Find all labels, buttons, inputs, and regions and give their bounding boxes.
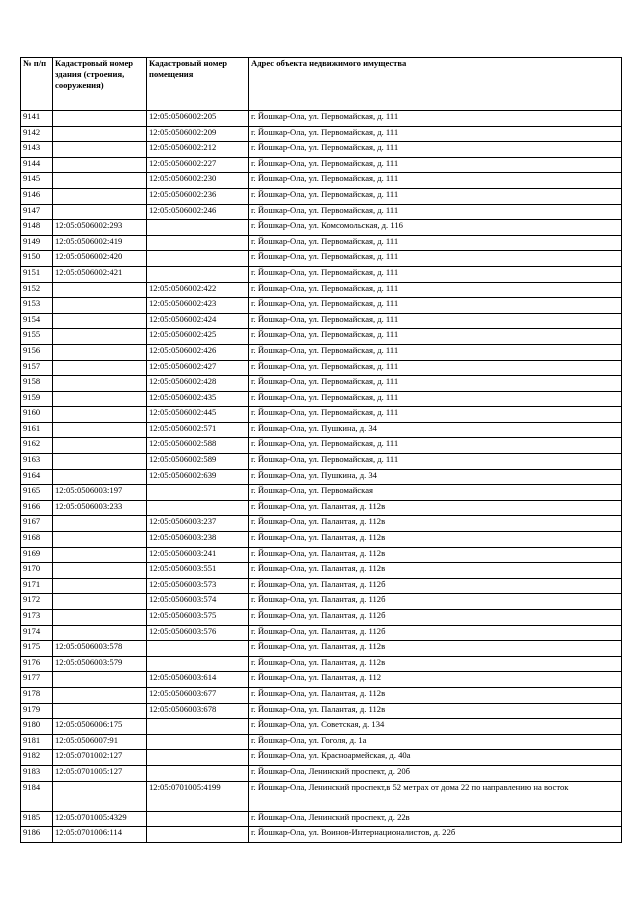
row-number-cell: 9145: [21, 173, 53, 189]
row-number-cell: 9154: [21, 313, 53, 329]
property-registry-table: [20, 57, 622, 843]
row-number-cell: 9157: [21, 360, 53, 376]
building-cadastral-cell: [53, 594, 147, 610]
address-cell: г. Йошкар-Ола, ул. Палантая, д. 112в: [249, 656, 622, 672]
address-cell: г. Йошкар-Ола, ул. Палантая, д. 112в: [249, 641, 622, 657]
row-number-cell: 9174: [21, 625, 53, 641]
header-premises-cadastral: Кадастровый номер помещения: [147, 58, 249, 111]
premises-cadastral-cell: 12:05:0506002:589: [147, 454, 249, 470]
table-row: [21, 687, 622, 703]
building-cadastral-cell: [53, 438, 147, 454]
table-row: [21, 157, 622, 173]
table-row: [21, 719, 622, 735]
table-row: [21, 298, 622, 314]
building-cadastral-cell: 12:05:0701005:4329: [53, 811, 147, 827]
premises-cadastral-cell: 12:05:0506002:246: [147, 204, 249, 220]
building-cadastral-cell: [53, 344, 147, 360]
address-cell: г. Йошкар-Ола, ул. Палантая, д. 112в: [249, 532, 622, 548]
table-header-row: [21, 58, 622, 111]
premises-cadastral-cell: 12:05:0506002:427: [147, 360, 249, 376]
premises-cadastral-cell: [147, 220, 249, 236]
row-number-cell: 9153: [21, 298, 53, 314]
premises-cadastral-cell: [147, 500, 249, 516]
building-cadastral-cell: [53, 313, 147, 329]
table-row: [21, 578, 622, 594]
premises-cadastral-cell: 12:05:0506003:576: [147, 625, 249, 641]
table-row: [21, 672, 622, 688]
premises-cadastral-cell: 12:05:0506002:571: [147, 422, 249, 438]
table-row: [21, 594, 622, 610]
building-cadastral-cell: [53, 687, 147, 703]
address-cell: г. Йошкар-Ола, ул. Пушкина, д. 34: [249, 422, 622, 438]
address-cell: г. Йошкар-Ола, ул. Первомайская, д. 111: [249, 251, 622, 267]
premises-cadastral-cell: 12:05:0506003:678: [147, 703, 249, 719]
building-cadastral-cell: 12:05:0506002:293: [53, 220, 147, 236]
table-row: [21, 111, 622, 127]
table-row: [21, 516, 622, 532]
address-cell: г. Йошкар-Ола, ул. Палантая, д. 112б: [249, 625, 622, 641]
row-number-cell: 9148: [21, 220, 53, 236]
building-cadastral-cell: [53, 142, 147, 158]
address-cell: г. Йошкар-Ола, ул. Первомайская, д. 111: [249, 266, 622, 282]
premises-cadastral-cell: [147, 656, 249, 672]
premises-cadastral-cell: [147, 719, 249, 735]
premises-cadastral-cell: [147, 485, 249, 501]
row-number-cell: 9156: [21, 344, 53, 360]
row-number-cell: 9177: [21, 672, 53, 688]
table-row: [21, 313, 622, 329]
premises-cadastral-cell: 12:05:0506002:230: [147, 173, 249, 189]
building-cadastral-cell: 12:05:0506002:419: [53, 235, 147, 251]
table-row: [21, 547, 622, 563]
address-cell: г. Йошкар-Ола, Ленинский проспект, д. 20б: [249, 765, 622, 781]
premises-cadastral-cell: [147, 266, 249, 282]
table-row: [21, 344, 622, 360]
premises-cadastral-cell: 12:05:0506003:573: [147, 578, 249, 594]
building-cadastral-cell: [53, 454, 147, 470]
table-row: [21, 610, 622, 626]
row-number-cell: 9150: [21, 251, 53, 267]
building-cadastral-cell: 12:05:0506006:175: [53, 719, 147, 735]
address-cell: г. Йошкар-Ола, ул. Пушкина, д. 34: [249, 469, 622, 485]
address-cell: г. Йошкар-Ола, ул. Первомайская, д. 111: [249, 344, 622, 360]
row-number-cell: 9155: [21, 329, 53, 345]
address-cell: г. Йошкар-Ола, ул. Воинов-Интернационалистов, д. 22б: [249, 827, 622, 843]
building-cadastral-cell: 12:05:0506003:197: [53, 485, 147, 501]
address-cell: г. Йошкар-Ола, ул. Первомайская, д. 111: [249, 329, 622, 345]
header-address: Адрес объекта недвижимого имущества: [249, 58, 622, 111]
table-row: [21, 220, 622, 236]
premises-cadastral-cell: [147, 734, 249, 750]
address-cell: г. Йошкар-Ола, ул. Первомайская, д. 111: [249, 188, 622, 204]
row-number-cell: 9169: [21, 547, 53, 563]
table-row: [21, 765, 622, 781]
row-number-cell: 9159: [21, 391, 53, 407]
address-cell: г. Йошкар-Ола, ул. Первомайская, д. 111: [249, 282, 622, 298]
address-cell: г. Йошкар-Ола, ул. Советская, д. 134: [249, 719, 622, 735]
row-number-cell: 9166: [21, 500, 53, 516]
building-cadastral-cell: [53, 578, 147, 594]
address-cell: г. Йошкар-Ола, ул. Первомайская, д. 111: [249, 126, 622, 142]
building-cadastral-cell: 12:05:0701006:114: [53, 827, 147, 843]
address-cell: г. Йошкар-Ола, ул. Первомайская, д. 111: [249, 157, 622, 173]
table-row: [21, 391, 622, 407]
address-cell: г. Йошкар-Ола, ул. Первомайская, д. 111: [249, 438, 622, 454]
table-row: [21, 641, 622, 657]
table-row: [21, 282, 622, 298]
address-cell: г. Йошкар-Ола, ул. Первомайская, д. 111: [249, 407, 622, 423]
address-cell: г. Йошкар-Ола, ул. Палантая, д. 112б: [249, 594, 622, 610]
premises-cadastral-cell: [147, 811, 249, 827]
building-cadastral-cell: 12:05:0506007:91: [53, 734, 147, 750]
building-cadastral-cell: [53, 516, 147, 532]
row-number-cell: 9164: [21, 469, 53, 485]
row-number-cell: 9168: [21, 532, 53, 548]
table-body: [21, 111, 622, 843]
table-row: [21, 454, 622, 470]
row-number-cell: 9151: [21, 266, 53, 282]
premises-cadastral-cell: [147, 641, 249, 657]
row-number-cell: 9146: [21, 188, 53, 204]
row-number-cell: 9182: [21, 750, 53, 766]
row-number-cell: 9149: [21, 235, 53, 251]
building-cadastral-cell: [53, 672, 147, 688]
table-row: [21, 360, 622, 376]
building-cadastral-cell: [53, 563, 147, 579]
premises-cadastral-cell: 12:05:0506002:227: [147, 157, 249, 173]
table-row: [21, 329, 622, 345]
premises-cadastral-cell: [147, 750, 249, 766]
address-cell: г. Йошкар-Ола, ул. Первомайская, д. 111: [249, 454, 622, 470]
address-cell: г. Йошкар-Ола, ул. Первомайская: [249, 485, 622, 501]
address-cell: г. Йошкар-Ола, ул. Палантая, д. 112в: [249, 516, 622, 532]
address-cell: г. Йошкар-Ола, ул. Первомайская, д. 111: [249, 111, 622, 127]
premises-cadastral-cell: [147, 235, 249, 251]
building-cadastral-cell: 12:05:0506003:579: [53, 656, 147, 672]
premises-cadastral-cell: 12:05:0506003:677: [147, 687, 249, 703]
building-cadastral-cell: [53, 329, 147, 345]
premises-cadastral-cell: 12:05:0506002:212: [147, 142, 249, 158]
address-cell: г. Йошкар-Ола, ул. Первомайская, д. 111: [249, 376, 622, 392]
address-cell: г. Йошкар-Ола, ул. Палантая, д. 112в: [249, 547, 622, 563]
premises-cadastral-cell: 12:05:0701005:4199: [147, 781, 249, 811]
row-number-cell: 9158: [21, 376, 53, 392]
premises-cadastral-cell: 12:05:0506002:588: [147, 438, 249, 454]
building-cadastral-cell: [53, 422, 147, 438]
address-cell: г. Йошкар-Ола, ул. Первомайская, д. 111: [249, 142, 622, 158]
table-row: [21, 827, 622, 843]
row-number-cell: 9143: [21, 142, 53, 158]
address-cell: г. Йошкар-Ола, ул. Гоголя, д. 1а: [249, 734, 622, 750]
building-cadastral-cell: [53, 360, 147, 376]
table-row: [21, 438, 622, 454]
premises-cadastral-cell: 12:05:0506002:209: [147, 126, 249, 142]
row-number-cell: 9178: [21, 687, 53, 703]
table-row: [21, 376, 622, 392]
row-number-cell: 9172: [21, 594, 53, 610]
table-row: [21, 407, 622, 423]
premises-cadastral-cell: 12:05:0506002:424: [147, 313, 249, 329]
address-cell: г. Йошкар-Ола, ул. Палантая, д. 112в: [249, 703, 622, 719]
table-row: [21, 500, 622, 516]
premises-cadastral-cell: [147, 765, 249, 781]
building-cadastral-cell: 12:05:0701002:127: [53, 750, 147, 766]
premises-cadastral-cell: 12:05:0506002:639: [147, 469, 249, 485]
building-cadastral-cell: [53, 532, 147, 548]
row-number-cell: 9161: [21, 422, 53, 438]
address-cell: г. Йошкар-Ола, ул. Первомайская, д. 111: [249, 360, 622, 376]
row-number-cell: 9175: [21, 641, 53, 657]
address-cell: г. Йошкар-Ола, ул. Палантая, д. 112в: [249, 687, 622, 703]
building-cadastral-cell: [53, 298, 147, 314]
premises-cadastral-cell: [147, 251, 249, 267]
table-row: [21, 422, 622, 438]
table-row: [21, 126, 622, 142]
row-number-cell: 9186: [21, 827, 53, 843]
building-cadastral-cell: [53, 391, 147, 407]
table-row: [21, 750, 622, 766]
address-cell: г. Йошкар-Ола, ул. Первомайская, д. 111: [249, 391, 622, 407]
premises-cadastral-cell: 12:05:0506002:422: [147, 282, 249, 298]
table-row: [21, 563, 622, 579]
row-number-cell: 9160: [21, 407, 53, 423]
address-cell: г. Йошкар-Ола, ул. Первомайская, д. 111: [249, 173, 622, 189]
table-row: [21, 485, 622, 501]
table-row: [21, 266, 622, 282]
premises-cadastral-cell: 12:05:0506003:614: [147, 672, 249, 688]
premises-cadastral-cell: 12:05:0506003:237: [147, 516, 249, 532]
row-number-cell: 9165: [21, 485, 53, 501]
building-cadastral-cell: [53, 157, 147, 173]
row-number-cell: 9176: [21, 656, 53, 672]
table-row: [21, 188, 622, 204]
building-cadastral-cell: [53, 610, 147, 626]
row-number-cell: 9185: [21, 811, 53, 827]
premises-cadastral-cell: 12:05:0506002:205: [147, 111, 249, 127]
premises-cadastral-cell: 12:05:0506002:236: [147, 188, 249, 204]
row-number-cell: 9162: [21, 438, 53, 454]
table-row: [21, 734, 622, 750]
table-row: [21, 142, 622, 158]
building-cadastral-cell: [53, 781, 147, 811]
address-cell: г. Йошкар-Ола, ул. Палантая, д. 112б: [249, 610, 622, 626]
premises-cadastral-cell: 12:05:0506002:423: [147, 298, 249, 314]
row-number-cell: 9170: [21, 563, 53, 579]
table-row: [21, 811, 622, 827]
row-number-cell: 9141: [21, 111, 53, 127]
building-cadastral-cell: [53, 204, 147, 220]
address-cell: г. Йошкар-Ола, ул. Первомайская, д. 111: [249, 204, 622, 220]
row-number-cell: 9142: [21, 126, 53, 142]
table-row: [21, 235, 622, 251]
premises-cadastral-cell: 12:05:0506002:426: [147, 344, 249, 360]
building-cadastral-cell: [53, 111, 147, 127]
building-cadastral-cell: 12:05:0506002:420: [53, 251, 147, 267]
table-row: [21, 703, 622, 719]
row-number-cell: 9183: [21, 765, 53, 781]
premises-cadastral-cell: [147, 827, 249, 843]
building-cadastral-cell: [53, 126, 147, 142]
row-number-cell: 9152: [21, 282, 53, 298]
premises-cadastral-cell: 12:05:0506003:574: [147, 594, 249, 610]
building-cadastral-cell: 12:05:0506002:421: [53, 266, 147, 282]
premises-cadastral-cell: 12:05:0506003:241: [147, 547, 249, 563]
premises-cadastral-cell: 12:05:0506002:445: [147, 407, 249, 423]
premises-cadastral-cell: 12:05:0506002:425: [147, 329, 249, 345]
row-number-cell: 9184: [21, 781, 53, 811]
header-building-cadastral: Кадастровый номер здания (строения, сооружения): [53, 58, 147, 111]
address-cell: г. Йошкар-Ола, ул. Красноармейская, д. 40а: [249, 750, 622, 766]
premises-cadastral-cell: 12:05:0506002:428: [147, 376, 249, 392]
building-cadastral-cell: 12:05:0506003:578: [53, 641, 147, 657]
building-cadastral-cell: [53, 376, 147, 392]
building-cadastral-cell: [53, 282, 147, 298]
address-cell: г. Йошкар-Ола, ул. Первомайская, д. 111: [249, 313, 622, 329]
table-row: [21, 204, 622, 220]
building-cadastral-cell: [53, 407, 147, 423]
row-number-cell: 9144: [21, 157, 53, 173]
address-cell: г. Йошкар-Ола, ул. Палантая, д. 112в: [249, 563, 622, 579]
table-row: [21, 781, 622, 811]
building-cadastral-cell: [53, 703, 147, 719]
premises-cadastral-cell: 12:05:0506003:551: [147, 563, 249, 579]
building-cadastral-cell: 12:05:0506003:233: [53, 500, 147, 516]
address-cell: г. Йошкар-Ола, Ленинский проспект,в 52 метрах от дома 22 по направлению на восток: [249, 781, 622, 811]
table-row: [21, 173, 622, 189]
row-number-cell: 9171: [21, 578, 53, 594]
table-row: [21, 532, 622, 548]
address-cell: г. Йошкар-Ола, ул. Первомайская, д. 111: [249, 298, 622, 314]
building-cadastral-cell: [53, 173, 147, 189]
premises-cadastral-cell: 12:05:0506003:238: [147, 532, 249, 548]
address-cell: г. Йошкар-Ола, ул. Комсомольская, д. 116: [249, 220, 622, 236]
address-cell: г. Йошкар-Ола, Ленинский проспект, д. 22в: [249, 811, 622, 827]
building-cadastral-cell: [53, 547, 147, 563]
address-cell: г. Йошкар-Ола, ул. Первомайская, д. 111: [249, 235, 622, 251]
building-cadastral-cell: [53, 625, 147, 641]
building-cadastral-cell: [53, 188, 147, 204]
table-row: [21, 469, 622, 485]
building-cadastral-cell: 12:05:0701005:127: [53, 765, 147, 781]
header-number: № п/п: [21, 58, 53, 111]
premises-cadastral-cell: 12:05:0506002:435: [147, 391, 249, 407]
row-number-cell: 9179: [21, 703, 53, 719]
building-cadastral-cell: [53, 469, 147, 485]
row-number-cell: 9147: [21, 204, 53, 220]
row-number-cell: 9173: [21, 610, 53, 626]
table-row: [21, 656, 622, 672]
premises-cadastral-cell: 12:05:0506003:575: [147, 610, 249, 626]
address-cell: г. Йошкар-Ола, ул. Палантая, д. 112б: [249, 578, 622, 594]
address-cell: г. Йошкар-Ола, ул. Палантая, д. 112в: [249, 500, 622, 516]
row-number-cell: 9163: [21, 454, 53, 470]
table-row: [21, 251, 622, 267]
row-number-cell: 9181: [21, 734, 53, 750]
address-cell: г. Йошкар-Ола, ул. Палантая, д. 112: [249, 672, 622, 688]
row-number-cell: 9180: [21, 719, 53, 735]
row-number-cell: 9167: [21, 516, 53, 532]
table-row: [21, 625, 622, 641]
